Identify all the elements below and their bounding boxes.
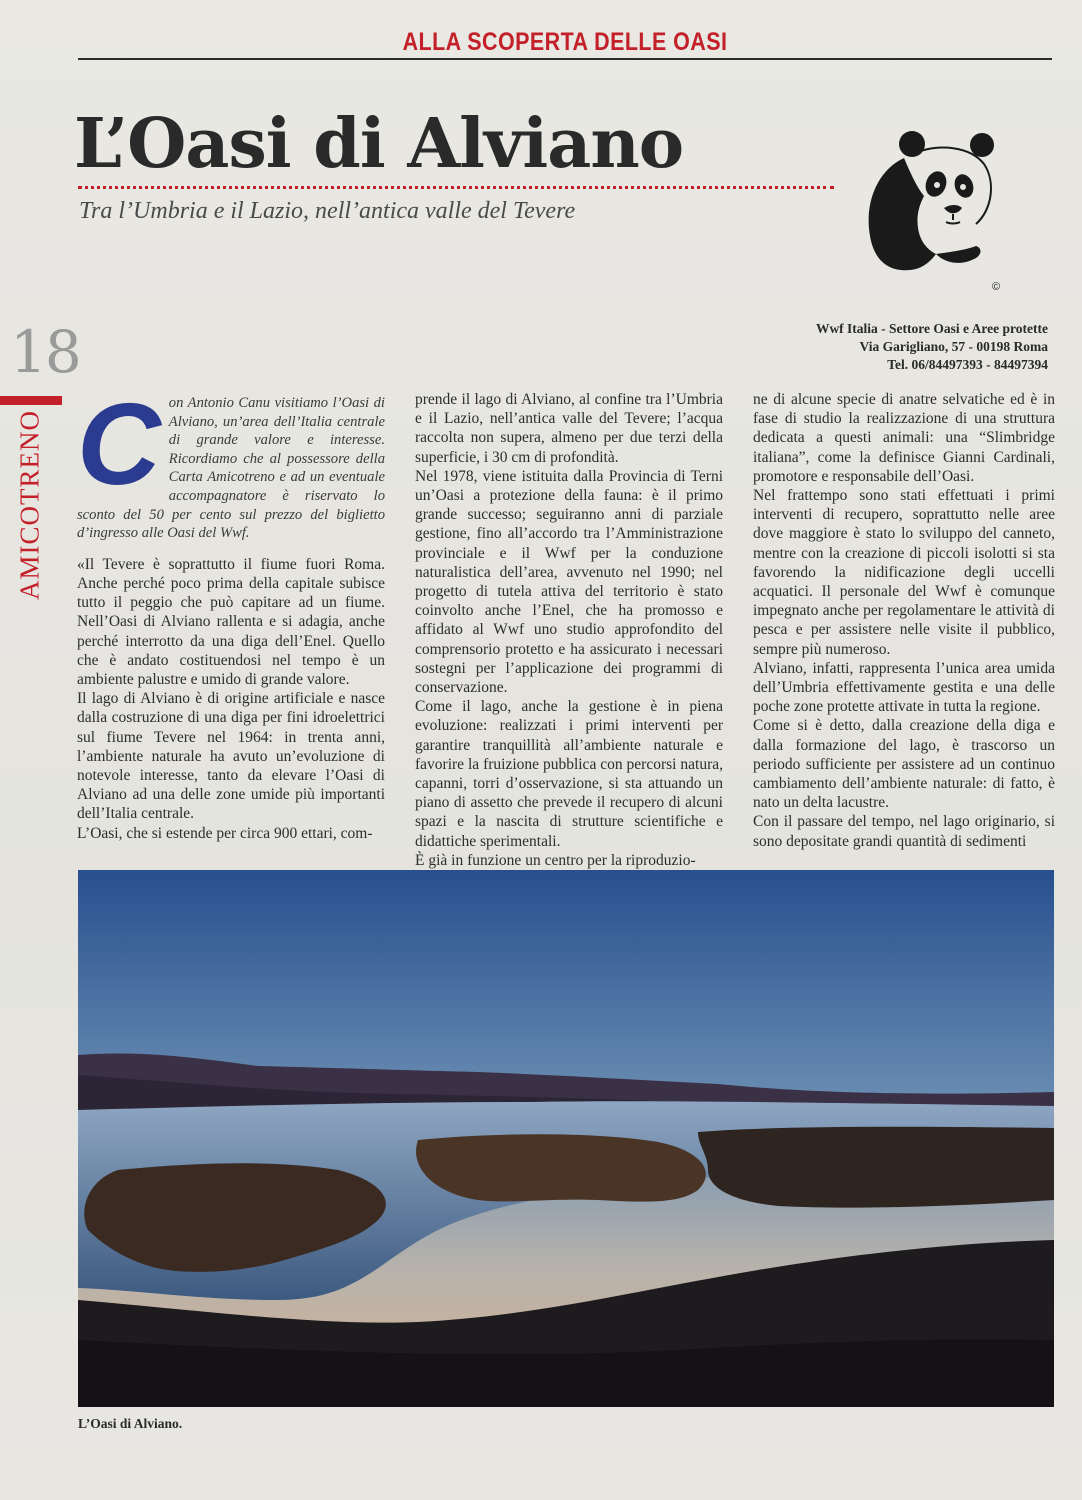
article-column-2 — [415, 390, 723, 870]
paragraph: L’Oasi, che si estende per circa 900 ettari, com- — [77, 824, 373, 842]
contact-org: Wwf Italia - Settore Oasi e Aree protette — [815, 321, 1048, 336]
panda-nose — [944, 205, 962, 213]
paragraph: Nel 1978, viene istituita dalla Provincia di Terni un’Oasi a protezione della fauna: è il primo grande successo; seguiranno anni di parziale gestione, fino all’accordo tra l’Amministrazione provinciale e il Wwf per la conduzione naturalistica dell’area, avvenuto nel 1990; nel progetto di tutela attiva del territorio è stato coinvolto anche l’Enel, che ha promosso e affidato al Wwf uno studio approfondito del comprensorio protetto e ha assicurato i necessari sostegni per l’applicazione dei programmi di conservazione. — [415, 467, 723, 697]
section-rubric-text: ALLA SCOPERTA DELLE OASI — [396, 28, 735, 56]
paragraph: Come si è detto, dalla creazione della diga e dalla formazione del lago, è trascorso un periodo sufficiente per assistere ad un continuo cambiamento dell’ambiente naturale: di fatto, è nato un delta lacustre. — [753, 717, 1055, 812]
title-dotted-rule — [78, 186, 834, 189]
contact-phone: Tel. 06/84497393 - 84497394 — [887, 357, 1048, 372]
paragraph: Alviano, infatti, rappresenta l’unica area umida dell’Umbria effettivamente gestita e una delle poche zone protette attivate in tutta la regione. — [753, 659, 1055, 716]
section-rubric — [79, 28, 1051, 57]
article-column-3 — [753, 390, 1055, 851]
copyright-mark: © — [992, 281, 1001, 293]
paragraph: Come il lago, anche la gestione è in piena evoluzione: realizzati i primi interventi per garantire tranquillità all’ambiente naturale e favorire la fruizione pubblica con percorsi natura, capanni, torri d’osservazione, si sta attuando un piano di assetto che prevede il recupero di alcuni spazi e la nascita di strutture scientifiche e didattiche sperimentali. — [415, 698, 723, 850]
side-accent-bar — [0, 396, 62, 405]
paragraph: ne di alcune specie di anatre selvatiche ed è in fase di studio la realizzazione di una struttura dedicata a questi animali: una “Slimbridge italiana”, come la definisce Gianni Cardinali, promotore e responsabile dell’Oasi. — [753, 391, 1055, 485]
paragraph: Nel frattempo sono stati effettuati i primi interventi di recupero, soprattutto nelle aree dove maggiore è stato lo sviluppo del canneto, mentre con la creazione di piccoli isolotti si sta favorendo la nidificazione degli uccelli acquatici. Il personale del Wwf è comunque impegnato anche per regolamentare le attività di pesca e per assistere nelle visite il pubblico, sempre più numeroso. — [753, 487, 1055, 658]
magazine-name: AMICOTRENO — [14, 410, 45, 600]
panda-leg — [936, 246, 981, 263]
lake-photo — [78, 870, 1054, 1407]
article-column-1 — [77, 379, 385, 843]
header-rule — [78, 58, 1052, 60]
panda-ear-right — [970, 133, 994, 157]
article-subtitle: Tra l’Umbria e il Lazio, nell’antica valle del Tevere — [79, 198, 576, 224]
paragraph: Con il passare del tempo, nel lago originario, si sono depositate grandi quantità di sedimenti — [753, 813, 1055, 850]
paragraph: È già in funzione un centro per la riproduzio- — [415, 851, 696, 869]
intro-text: on Antonio Canu visitiamo l’Oasi di Alviano, un’area dell’Italia centrale di grande valore e interesse. Ricordiamo che al possessore della Carta Amicotreno e ad un eventuale accompagnatore è riservato lo sconto del 50 per cento sul prezzo del biglietto d’ingresso alle Oasi del Wwf. — [77, 395, 385, 542]
panda-ear-left — [899, 131, 925, 157]
contact-block — [760, 320, 1048, 374]
paragraph: «Il Tevere è soprattutto il fiume fuori Roma. Anche perché poco prima della capitale subisce tutto il peggio che può capitare ad un fiume. Nell’Oasi di Alviano rallenta e si adagia, anche perché interrotto da una diga dell’Enel. Quello che è andato costituendosi nel tempo è un ambiente palustre e umido di grande valore. — [77, 555, 385, 688]
article-title: L’Oasi di Alviano — [74, 104, 684, 184]
page-number: 18 — [10, 318, 80, 386]
wwf-panda-logo — [858, 124, 1008, 294]
paragraph: Il lago di Alviano è di origine artificiale e nasce dalla costruzione di una diga per fini idroelettrici sul fiume Tevere nel 1964: in trenta anni, l’ambiente naturale ha avuto un’evoluzione di notevole interesse, tanto da elevare l’Oasi di Alviano ad una delle zone umide più importanti dell’Italia centrale. — [77, 690, 385, 823]
intro-paragraph — [77, 379, 385, 543]
contact-address: Via Garigliano, 57 - 00198 Roma — [859, 339, 1048, 354]
photo-caption: L’Oasi di Alviano. — [78, 1416, 183, 1431]
paragraph: prende il lago di Alviano, al confine tra l’Umbria e il Lazio, nell’antica valle del Tevere; l’acqua raccolta non supera, almeno per due terzi della superficie, i 30 cm di profondità. — [415, 391, 723, 466]
panda-body — [869, 158, 936, 270]
drop-cap: C — [77, 379, 161, 509]
